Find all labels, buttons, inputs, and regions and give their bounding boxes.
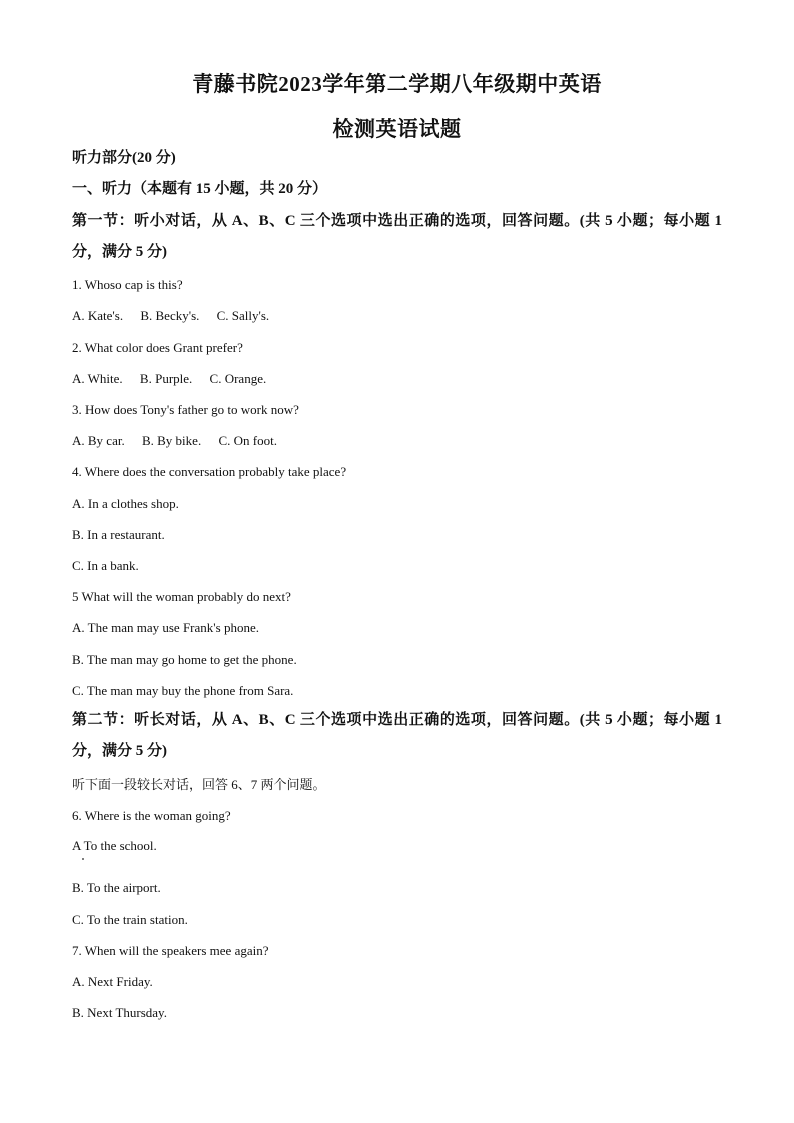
question-1: 1. Whoso cap is this? bbox=[72, 277, 183, 292]
question-2-options bbox=[72, 372, 280, 385]
question-6-option-b: B. To the airport. bbox=[72, 880, 161, 895]
exam-title-line1: 青藤书院2023学年第二学期八年级期中英语 bbox=[192, 72, 602, 96]
question-5-option-a: A. The man may use Frank's phone. bbox=[72, 620, 259, 635]
question-7: 7. When will the speakers mee again? bbox=[72, 943, 269, 958]
exam-title-line2: 检测英语试题 bbox=[332, 117, 462, 141]
instruction-6-7: 听下面一段较长对话，回答 6、7 两个问题。 bbox=[72, 777, 326, 792]
stray-dot bbox=[82, 858, 84, 860]
question-3-options bbox=[72, 434, 291, 447]
option: B. Purple. bbox=[139, 371, 193, 386]
option: A. White. bbox=[72, 371, 123, 386]
option: B. Becky's. bbox=[140, 308, 200, 323]
question-3: 3. How does Tony's father go to work now? bbox=[72, 402, 299, 417]
part-heading: 听力部分(20 分) bbox=[72, 150, 176, 166]
question-6-option-a: A To the school. bbox=[72, 838, 157, 853]
question-1-options bbox=[72, 309, 283, 322]
question-5-option-c: C. The man may buy the phone from Sara. bbox=[72, 683, 294, 698]
question-4-option-a: A. In a clothes shop. bbox=[72, 496, 179, 511]
question-7-option-a: A. Next Friday. bbox=[72, 974, 153, 989]
question-2: 2. What color does Grant prefer? bbox=[72, 340, 243, 355]
question-4-option-c: C. In a bank. bbox=[72, 558, 139, 573]
option: A. By car. bbox=[72, 433, 125, 448]
section1-heading: 一、听力（本题有 15 小题，共 20 分） bbox=[72, 181, 328, 197]
question-5: 5 What will the woman probably do next? bbox=[72, 589, 291, 604]
subsection2-instructions: 第二节：听长对话，从 A、B、C 三个选项中选出正确的选项，回答问题。(共 5 小题；每小题 1 分，满分 5 分) bbox=[72, 712, 722, 759]
option: A. Kate's. bbox=[72, 308, 124, 323]
subsection1-instructions: 第一节：听小对话，从 A、B、C 三个选项中选出正确的选项，回答问题。(共 5 小题；每小题 1 分，满分 5 分) bbox=[72, 213, 722, 260]
option: C. On foot. bbox=[218, 433, 277, 448]
question-5-option-b: B. The man may go home to get the phone. bbox=[72, 652, 297, 667]
option: C. Orange. bbox=[209, 371, 267, 386]
question-6: 6. Where is the woman going? bbox=[72, 808, 231, 823]
question-7-option-b: B. Next Thursday. bbox=[72, 1005, 167, 1020]
question-6-option-c: C. To the train station. bbox=[72, 912, 188, 927]
option: B. By bike. bbox=[141, 433, 202, 448]
question-4: 4. Where does the conversation probably take place? bbox=[72, 464, 347, 479]
option: C. Sally's. bbox=[216, 308, 270, 323]
question-4-option-b: B. In a restaurant. bbox=[72, 527, 165, 542]
